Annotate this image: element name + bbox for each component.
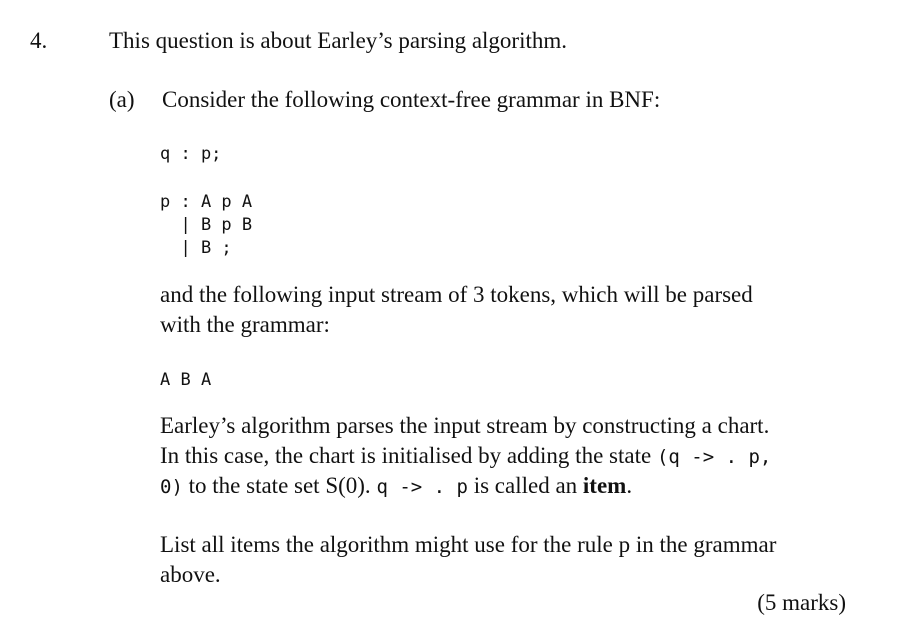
earley-line2 xyxy=(160,441,771,472)
marks-label: (5 marks) xyxy=(757,590,846,615)
input-lead-line1: and the following input stream of 3 tokens, which will be parsed xyxy=(160,282,753,307)
input-lead-line2: with the grammar: xyxy=(160,312,330,337)
earley-line3-period: . xyxy=(626,473,633,498)
part-label: (a) xyxy=(109,87,135,112)
part-lead: Consider the following context-free grammar in BNF: xyxy=(162,87,661,112)
initial-state-code: (q -> . p, xyxy=(656,446,772,468)
earley-line2-text: In this case, the chart is initialised by adding the state xyxy=(160,443,657,468)
question-number: 4. xyxy=(30,28,48,53)
earley-line1: Earley’s algorithm parses the input stream by constructing a chart. xyxy=(160,413,770,438)
earley-line3 xyxy=(160,471,632,502)
input-stream: A B A xyxy=(160,370,212,390)
item-code: q -> . p xyxy=(376,476,468,498)
grammar-rule-p-line2: | B p B xyxy=(160,215,253,235)
grammar-rule-p-line3: | B ; xyxy=(160,238,232,258)
grammar-rule-q: q : p; xyxy=(160,144,222,164)
initial-state-code-end: 0) xyxy=(160,476,183,498)
grammar-rule-p-line1: p : A p A xyxy=(160,192,253,212)
task-line1: List all items the algorithm might use for the rule p in the grammar xyxy=(160,532,777,557)
earley-line3-text: to the state set S(0). xyxy=(182,473,377,498)
item-term: item xyxy=(582,473,627,498)
question-intro: This question is about Earley’s parsing algorithm. xyxy=(109,28,568,53)
earley-line3-text-2: is called an xyxy=(467,473,583,498)
task-line2: above. xyxy=(160,562,221,587)
